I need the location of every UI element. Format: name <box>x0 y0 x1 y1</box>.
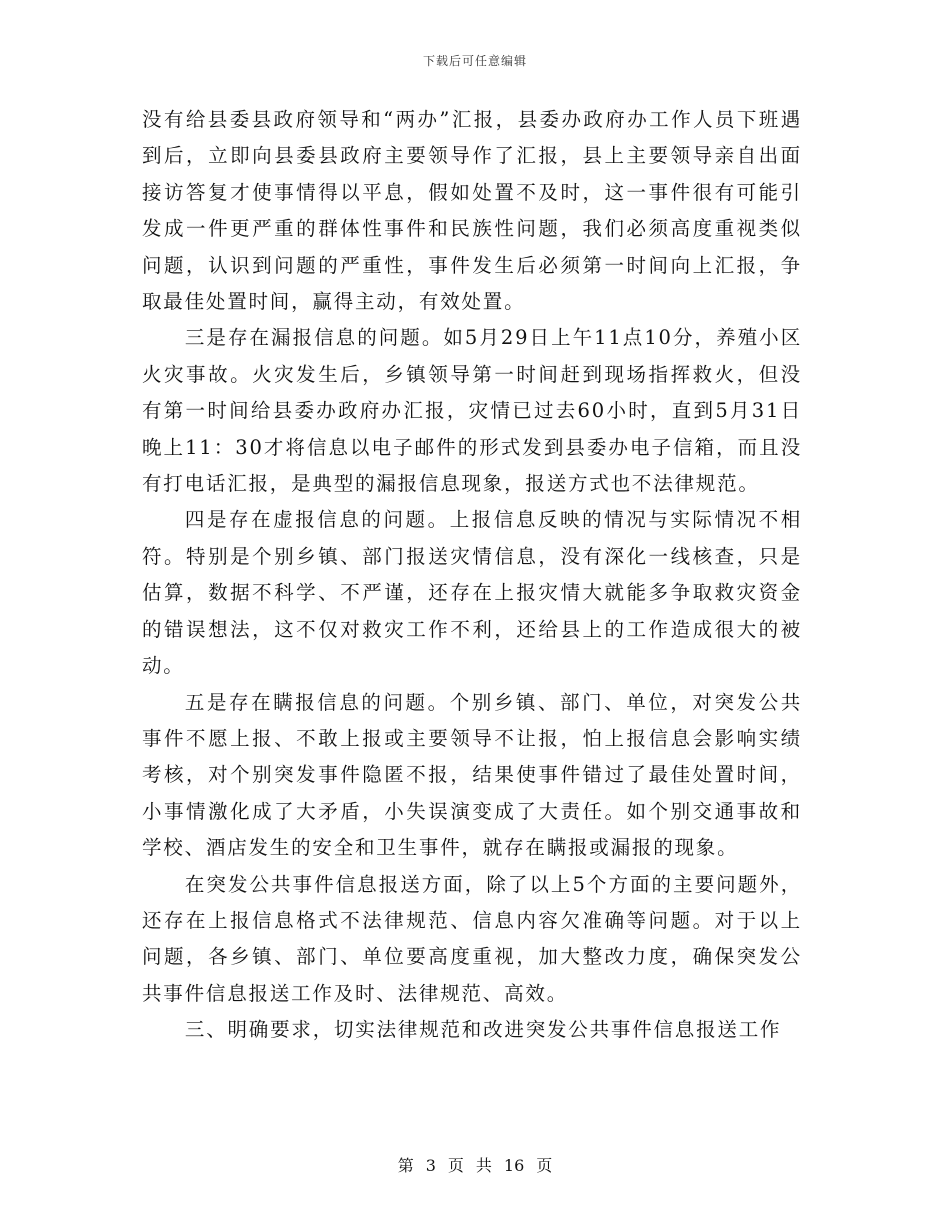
footer-page-unit: 页 <box>447 1156 464 1175</box>
paragraph-summary: 在突发公共事件信息报送方面，除了以上5个方面的主要问题外，还存在上报信息格式不法律规范、信息内容欠准确等问题。对于以上问题，各乡镇、部门、单位要高度重视，加大整改力度，确保突发公共事件信息报送工作及时、法律规范、高效。 <box>142 872 802 1005</box>
paragraph-continuation: 没有给县委县政府领导和“两办”汇报，县委办政府办工作人员下班遇到后，立即向县委县政府主要领导作了汇报，县上主要领导亲自出面接访答复才使事情得以平息，假如处置不及时，这一事件很有可能引发成一件更严重的群体性事件和民族性问题，我们必须高度重视类似问题，认识到问题的严重性，事件发生后必须第一时间向上汇报，争取最佳处置时间，赢得主动，有效处置。 <box>142 108 802 314</box>
page-header: 下载后可任意编辑 <box>422 54 527 68</box>
paragraph-underreporting: 三是存在漏报信息的问题。如5月29日上午11点10分，养殖小区火灾事故。火灾发生后，乡镇领导第一时间赶到现场指挥救火，但没有第一时间给县委办政府办汇报，灾情已过去60小时，直到5月31日晚上11：30才将信息以电子邮件的形式发到县委办电子信箱，而且没有打电话汇报，是典型的漏报信息现象，报送方式也不法律规范。 <box>142 326 802 496</box>
paragraph-false-reporting: 四是存在虚报信息的问题。上报信息反映的情况与实际情况不相符。特别是个别乡镇、部门报送灾情信息，没有深化一线核查，只是估算，数据不科学、不严谨，还存在上报灾情大就能多争取救灾资金的错误想法，这不仅对救灾工作不利，还给县上的工作造成很大的被动。 <box>142 508 802 678</box>
footer-total-pages: 16 <box>503 1156 525 1175</box>
document-body <box>142 102 802 1049</box>
footer-page-number: 3 <box>425 1156 436 1175</box>
paragraph-concealed-reporting: 五是存在瞒报信息的问题。个别乡镇、部门、单位，对突发公共事件不愿上报、不敢上报或主要领导不让报，怕上报信息会影响实绩考核，对个别突发事件隐匿不报，结果使事件错过了最佳处置时间，小事情激化成了大矛盾，小失误演变成了大责任。如个别交通事故和学校、酒店发生的安全和卫生事件，就存在瞒报或漏报的现象。 <box>142 690 802 860</box>
footer-total-unit: 页 <box>536 1156 553 1175</box>
section-heading: 三、明确要求，切实法律规范和改进突发公共事件信息报送工作 <box>184 1018 782 1042</box>
page-footer <box>0 1153 950 1176</box>
footer-prefix: 第 <box>397 1156 414 1175</box>
footer-total-prefix: 共 <box>475 1156 492 1175</box>
